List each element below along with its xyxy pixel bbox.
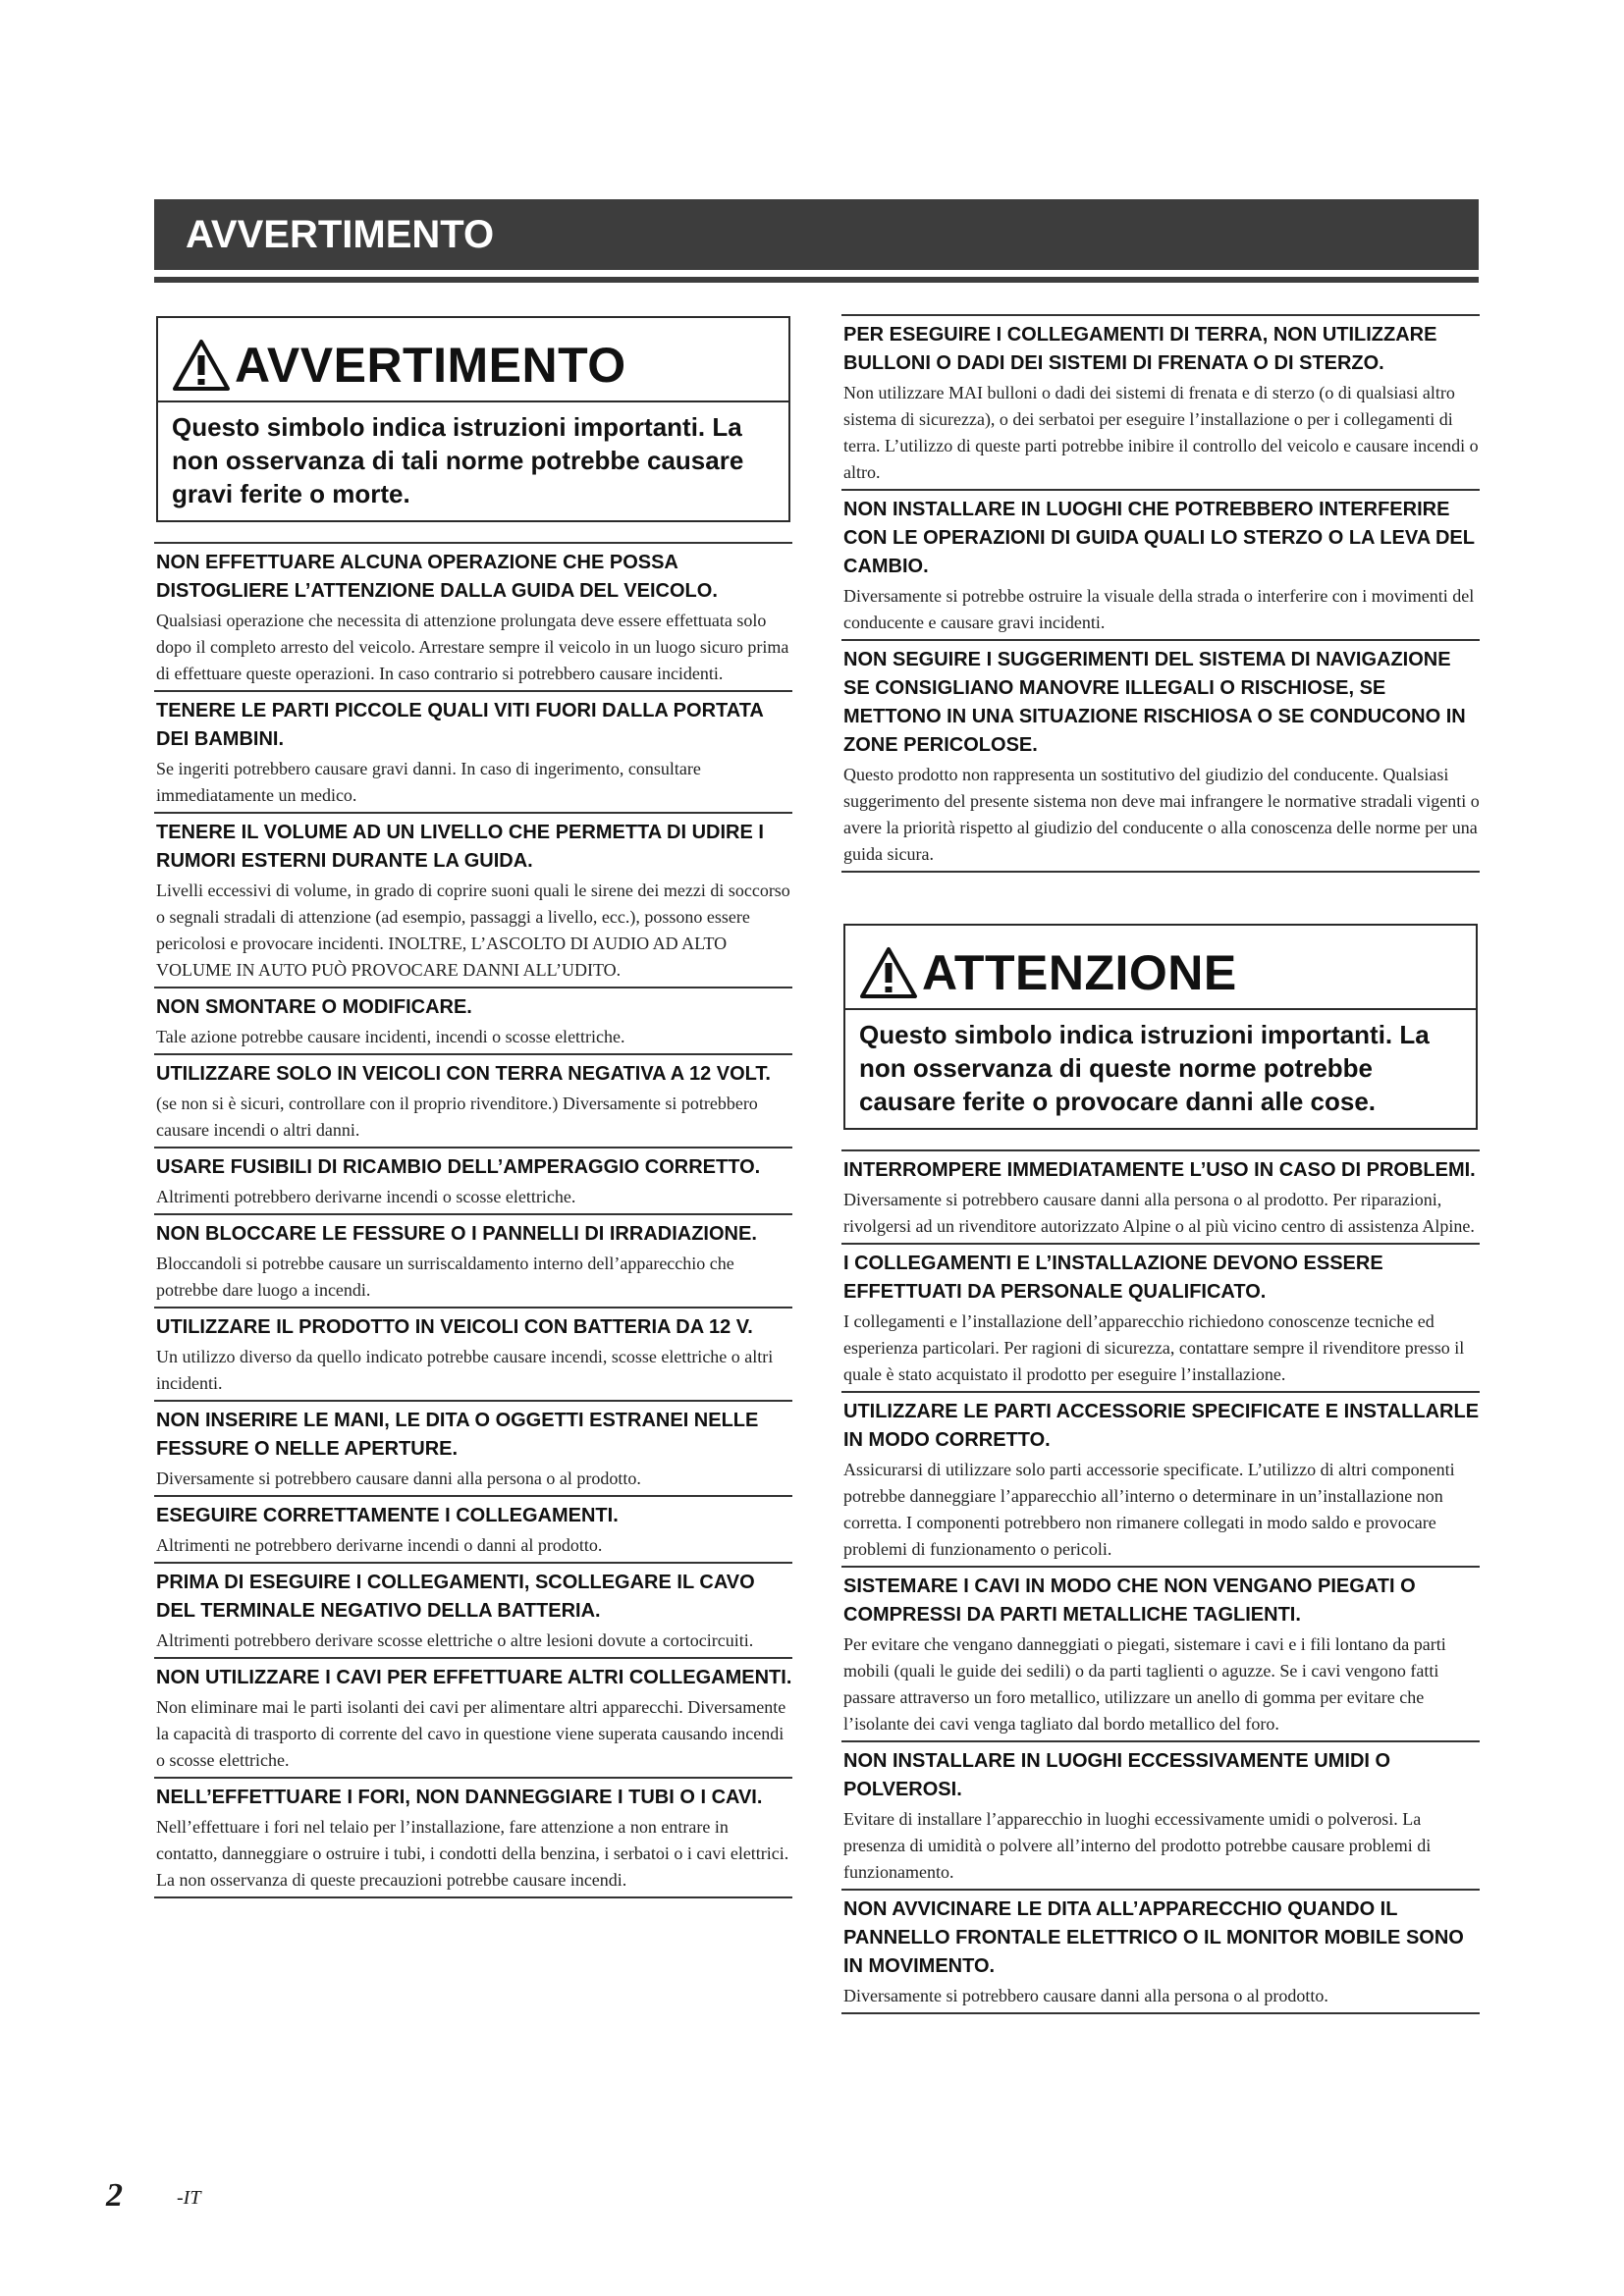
- section-body: Altrimenti ne potrebbero derivarne incendi o danni al prodotto.: [156, 1535, 603, 1555]
- warning-section: [154, 1055, 792, 1148]
- warning-section: [154, 1564, 792, 1659]
- right-sections-bottom: [841, 1149, 1480, 2014]
- warning-section: [841, 1742, 1480, 1891]
- section-body: Diversamente si potrebbero causare danni alla persona o al prodotto.: [843, 1986, 1328, 2005]
- caution-triangle-icon: [859, 946, 918, 999]
- section-body: Per evitare che vengano danneggiati o piegati, sistemare i cavi e i fili lontano da parti mobili (quali le guide dei sedili) o da parti taglienti o aguzze. Se i cavi vengono fatti passare attraverso un foro metallico, utilizzare un anello di gomma per evitare che l’isolante dei cavi venga tagliato dal bordo metallico del foro.: [843, 1634, 1446, 1734]
- section-heading: ESEGUIRE CORRETTAMENTE I COLLEGAMENTI.: [156, 1505, 619, 1526]
- section-heading: NON INSERIRE LE MANI, LE DITA O OGGETTI ESTRANEI NELLE FESSURE O NELLE APERTURE.: [156, 1410, 759, 1460]
- section-body: Evitare di installare l’apparecchio in luoghi eccessivamente umidi o polverosi. La presenza di umidità o polvere all’interno del prodotto potrebbe causare problemi di funzionamento.: [843, 1809, 1432, 1882]
- section-body: Nell’effettuare i fori nel telaio per l’installazione, fare attenzione a non entrare in contatto, danneggiare o ostruire i tubi, i condotti della benzina, i serbatoi o i cavi elettrici. La non osservanza di queste precauzioni potrebbe causare incendi.: [156, 1817, 789, 1890]
- warning-section: [154, 988, 792, 1055]
- section-body: Non utilizzare MAI bulloni o dadi dei sistemi di frenata e di sterzo (o di qualsiasi altro sistema di sicurezza), o dei serbatoi per eseguire l’installazione o per i collegamenti di terra. L’utilizzo di queste parti potrebbe inibire il controllo del veicolo e causare incendi o altro.: [843, 383, 1479, 482]
- warning-section: [154, 1308, 792, 1402]
- section-body: Qualsiasi operazione che necessita di attenzione prolungata deve essere effettuata solo dopo il completo arresto del veicolo. Arrestare sempre il veicolo in un luogo sicuro prima di effettuare queste operazioni. In caso contrario si potrebbero causare incidenti.: [156, 611, 789, 683]
- warning-section: [154, 692, 792, 814]
- warning-section: [154, 1497, 792, 1564]
- section-body: Diversamente si potrebbero causare danni alla persona o al prodotto.: [156, 1468, 641, 1488]
- section-heading: I COLLEGAMENTI E L’INSTALLAZIONE DEVONO ESSERE EFFETTUATI DA PERSONALE QUALIFICATO.: [843, 1253, 1383, 1303]
- page-suffix: -IT: [177, 2187, 201, 2209]
- section-heading: PER ESEGUIRE I COLLEGAMENTI DI TERRA, NON UTILIZZARE BULLONI O DADI DEI SISTEMI DI FRENATA O DI STERZO.: [843, 324, 1437, 374]
- section-heading: INTERROMPERE IMMEDIATAMENTE L’USO IN CASO DI PROBLEMI.: [843, 1159, 1476, 1181]
- section-body: Altrimenti potrebbero derivare scosse elettriche o altre lesioni dovute a cortocircuiti.: [156, 1630, 754, 1650]
- left-column: [154, 316, 792, 1898]
- page-banner: AVVERTIMENTO: [154, 199, 1479, 270]
- section-heading: NON UTILIZZARE I CAVI PER EFFETTUARE ALTRI COLLEGAMENTI.: [156, 1667, 792, 1688]
- section-heading: NON BLOCCARE LE FESSURE O I PANNELLI DI IRRADIAZIONE.: [156, 1223, 757, 1245]
- section-body: Assicurarsi di utilizzare solo parti accessorie specificate. L’utilizzo di altri componenti potrebbe danneggiare l’apparecchio all’interno o determinare in un’installazione non corretta. I componenti potrebbero non rimanere collegati in modo saldo e provocare problemi di funzionamento o pericoli.: [843, 1460, 1455, 1559]
- warning-section: [154, 1659, 792, 1779]
- section-heading: NELL’EFFETTUARE I FORI, NON DANNEGGIARE I TUBI O I CAVI.: [156, 1787, 763, 1808]
- warning-section: [154, 542, 792, 692]
- warning-box: [156, 316, 790, 522]
- section-heading: NON INSTALLARE IN LUOGHI ECCESSIVAMENTE UMIDI O POLVEROSI.: [843, 1750, 1391, 1800]
- section-body: Livelli eccessivi di volume, in grado di coprire suoni quali le sirene dei mezzi di soccorso o segnali stradali di attenzione (ad esempio, passaggi a livello, ecc.), possono essere pericolosi e provocare incidenti. INOLTRE, L’ASCOLTO DI AUDIO AD ALTO VOLUME IN AUTO PUÒ PROVOCARE DANNI ALL’UDITO.: [156, 881, 790, 980]
- section-body: Altrimenti potrebbero derivarne incendi o scosse elettriche.: [156, 1187, 576, 1206]
- warning-section: [154, 814, 792, 988]
- section-body: Questo prodotto non rappresenta un sostitutivo del giudizio del conducente. Qualsiasi suggerimento del presente sistema non deve mai infrangere le normative stradali vigenti o avere la priorità rispetto al giudizio del conducente o alla conoscenza delle norme per una guida sicura.: [843, 765, 1480, 864]
- warning-section: [841, 314, 1480, 491]
- section-heading: NON SMONTARE O MODIFICARE.: [156, 996, 472, 1018]
- section-heading: PRIMA DI ESEGUIRE I COLLEGAMENTI, SCOLLEGARE IL CAVO DEL TERMINALE NEGATIVO DELLA BATTERIA.: [156, 1572, 755, 1622]
- warning-section: [154, 1402, 792, 1497]
- section-heading: UTILIZZARE LE PARTI ACCESSORIE SPECIFICATE E INSTALLARLE IN MODO CORRETTO.: [843, 1401, 1480, 1451]
- section-body: (se non si è sicuri, controllare con il proprio rivenditore.) Diversamente si potrebbero causare incendi o altri danni.: [156, 1094, 758, 1140]
- section-heading: NON EFFETTUARE ALCUNA OPERAZIONE CHE POSSA DISTOGLIERE L’ATTENZIONE DALLA GUIDA DEL VEICOLO.: [156, 552, 718, 602]
- warning-triangle-icon: [172, 339, 231, 392]
- section-heading: TENERE IL VOLUME AD UN LIVELLO CHE PERMETTA DI UDIRE I RUMORI ESTERNI DURANTE LA GUIDA.: [156, 822, 764, 872]
- right-sections-top: [841, 314, 1480, 873]
- section-heading: TENERE LE PARTI PICCOLE QUALI VITI FUORI DALLA PORTATA DEI BAMBINI.: [156, 700, 764, 750]
- caution-box-title-text: ATTENZIONE: [922, 945, 1237, 1000]
- section-heading: USARE FUSIBILI DI RICAMBIO DELL’AMPERAGGIO CORRETTO.: [156, 1156, 761, 1178]
- section-heading: NON INSTALLARE IN LUOGHI CHE POTREBBERO INTERFERIRE CON LE OPERAZIONI DI GUIDA QUALI LO STERZO O LA LEVA DEL CAMBIO.: [843, 499, 1475, 577]
- warning-box-body: Questo simbolo indica istruzioni importanti. La non osservanza di tali norme potrebbe causare gravi ferite o morte.: [172, 412, 744, 508]
- warning-section: [841, 1393, 1480, 1568]
- page-number: 2: [106, 2177, 123, 2214]
- warning-section: [154, 1148, 792, 1215]
- section-body: Non eliminare mai le parti isolanti dei cavi per alimentare altri apparecchi. Diversamente la capacità di trasporto di corrente del cavo in questione viene superata causando incendi o scosse elettriche.: [156, 1697, 786, 1770]
- warning-section: [841, 491, 1480, 641]
- caution-box: [843, 924, 1478, 1130]
- section-body: Diversamente si potrebbe ostruire la visuale della strada o interferire con i movimenti del conducente e causare gravi incidenti.: [843, 586, 1475, 632]
- warning-section: [154, 1779, 792, 1898]
- section-heading: SISTEMARE I CAVI IN MODO CHE NON VENGANO PIEGATI O COMPRESSI DA PARTI METALLICHE TAGLIENTI.: [843, 1575, 1416, 1626]
- banner-rule: [154, 277, 1479, 283]
- warning-section: [841, 641, 1480, 873]
- section-heading: UTILIZZARE SOLO IN VEICOLI CON TERRA NEGATIVA A 12 VOLT.: [156, 1063, 771, 1085]
- section-body: Un utilizzo diverso da quello indicato potrebbe causare incendi, scosse elettriche o altri incidenti.: [156, 1347, 774, 1393]
- warning-section: [841, 1149, 1480, 1245]
- caution-box-body: Questo simbolo indica istruzioni importanti. La non osservanza di queste norme potrebbe causare ferite o provocare danni alle cose.: [859, 1020, 1430, 1116]
- section-heading: NON SEGUIRE I SUGGERIMENTI DEL SISTEMA DI NAVIGAZIONE SE CONSIGLIANO MANOVRE ILLEGALI O RISCHIOSE, SE METTONO IN UNA SITUAZIONE RISCHIOSA O SE CONDUCONO IN ZONE PERICOLOSE.: [843, 649, 1466, 756]
- section-heading: UTILIZZARE IL PRODOTTO IN VEICOLI CON BATTERIA DA 12 V.: [156, 1316, 753, 1338]
- warning-section: [154, 1215, 792, 1308]
- section-body: Se ingeriti potrebbero causare gravi danni. In caso di ingerimento, consultare immediatamente un medico.: [156, 759, 701, 805]
- warning-section: [841, 1568, 1480, 1742]
- warning-box-title-text: AVVERTIMENTO: [235, 338, 626, 393]
- warning-section: [841, 1891, 1480, 2014]
- section-body: Tale azione potrebbe causare incidenti, incendi o scosse elettriche.: [156, 1027, 625, 1046]
- section-body: I collegamenti e l’installazione dell’apparecchio richiedono conoscenze tecniche ed esperienza particolari. Per ragioni di sicurezza, contattare sempre il rivenditore presso il quale è stato acquistato il prodotto per eseguire l’installazione.: [843, 1311, 1465, 1384]
- warning-section: [841, 1245, 1480, 1393]
- section-heading: NON AVVICINARE LE DITA ALL’APPARECCHIO QUANDO IL PANNELLO FRONTALE ELETTRICO O IL MONITOR MOBILE SONO IN MOVIMENTO.: [843, 1898, 1464, 1977]
- caution-box-title: [845, 926, 1476, 1010]
- right-column: [841, 316, 1480, 2014]
- left-sections: [154, 542, 792, 1898]
- section-body: Diversamente si potrebbero causare danni alla persona o al prodotto. Per riparazioni, rivolgersi ad un rivenditore autorizzato Alpine o al più vicino centro di assistenza Alpine.: [843, 1190, 1475, 1236]
- warning-box-title: [158, 318, 788, 402]
- section-body: Bloccandoli si potrebbe causare un surriscaldamento interno dell’apparecchio che potrebbe dare luogo a incendi.: [156, 1254, 734, 1300]
